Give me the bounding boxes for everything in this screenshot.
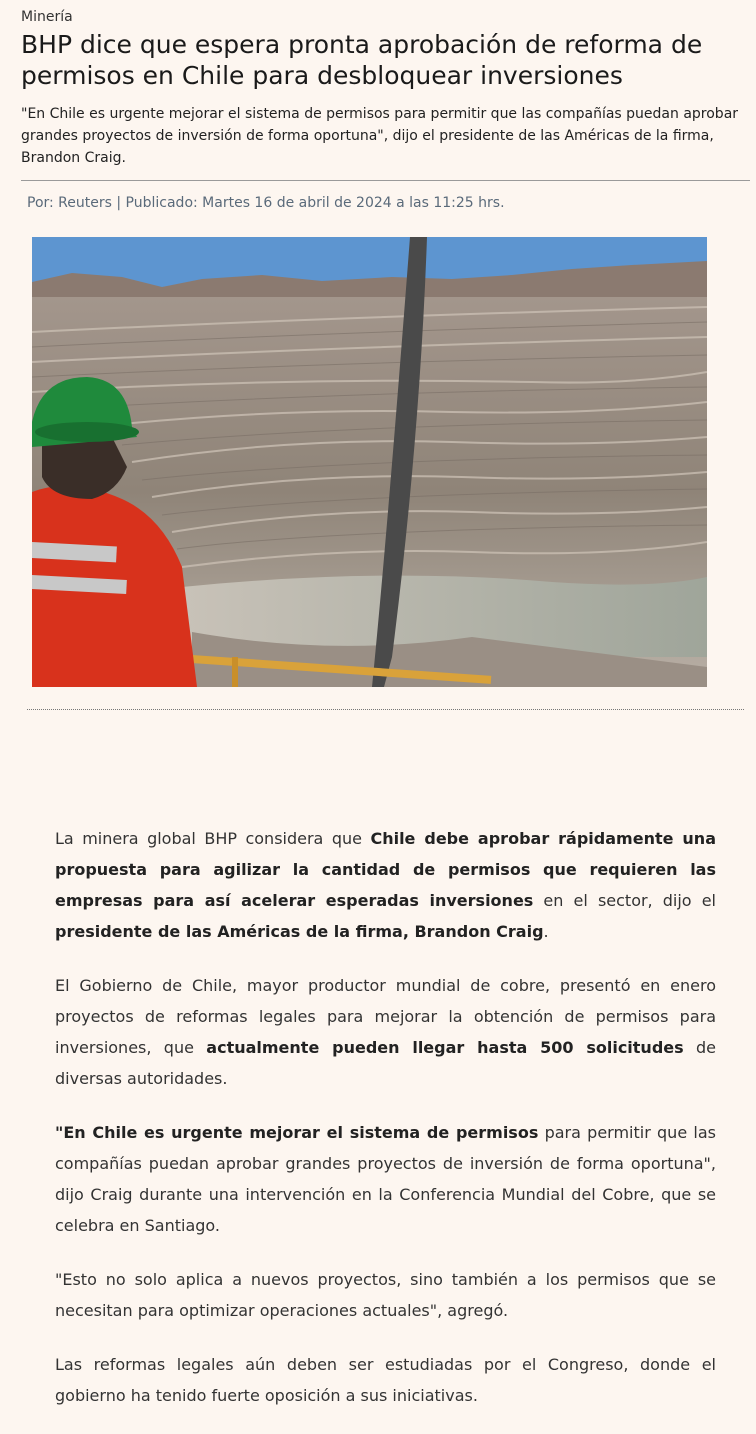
body-paragraph-5: Las reformas legales aún deben ser estudiadas por el Congreso, donde el gobierno ha tenido fuerte oposición a sus iniciativas. [55,1355,716,1405]
body-paragraph-4: "Esto no solo aplica a nuevos proyectos, sino también a los permisos que se necesitan para optimizar operaciones actuales", agregó. [55,1270,716,1320]
body-paragraph-1: La minera global BHP considera que Chile debe aprobar rápidamente una propuesta para agilizar la cantidad de permisos que requieren las empresas para así acelerar esperadas inversiones en el sector, dijo el presidente de las Américas de la firma, Brandon Craig. [55,829,716,941]
photo-divider [27,709,744,710]
body-paragraph-2: El Gobierno de Chile, mayor productor mundial de cobre, presentó en enero proyectos de reformas legales para mejorar la obtención de permisos para inversiones, que actualmente pueden llegar hasta 500 solicitudes de diversas autoridades. [55,976,716,1088]
article-photo [32,237,707,687]
article-body [55,823,716,1434]
article-headline: BHP dice que espera pronta aprobación de reforma de permisos en Chile para desbloquear inversiones [21,30,703,90]
article-byline: Por: Reuters | Publicado: Martes 16 de abril de 2024 a las 11:25 hrs. [27,195,505,211]
body-paragraph-3: "En Chile es urgente mejorar el sistema de permisos para permitir que las compañías puedan aprobar grandes proyectos de inversión de forma oportuna", dijo Craig durante una intervención en la Conferencia Mundial del Cobre, que se celebra en Santiago. [55,1123,716,1235]
article-summary: "En Chile es urgente mejorar el sistema de permisos para permitir que las compañías puedan aprobar grandes proyectos de inversión de forma oportuna", dijo el presidente de las Américas de la firma, Brandon Craig. [21,106,739,166]
header-divider [21,180,750,181]
article-category[interactable]: Minería [21,9,73,25]
